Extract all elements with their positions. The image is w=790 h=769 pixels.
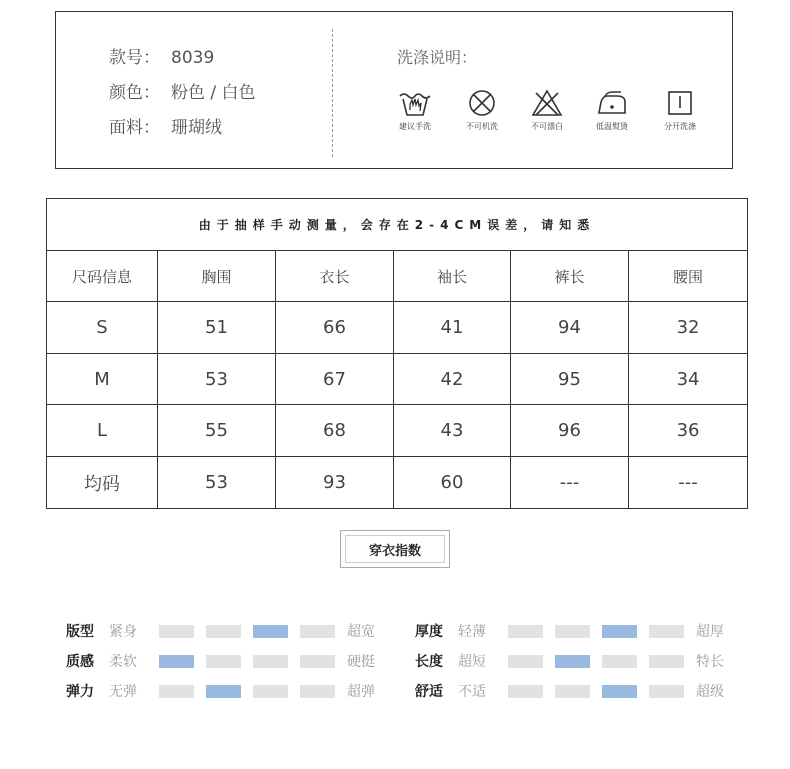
fit-row-length: [415, 650, 724, 672]
color-label: 颜色：: [109, 83, 160, 103]
table-cell: 60: [394, 457, 511, 509]
fit-low-label: 柔软: [109, 654, 137, 670]
fit-low-label: 轻薄: [458, 624, 486, 640]
table-cell: ---: [629, 457, 748, 509]
fit-segment: [602, 685, 637, 698]
no-bleach-icon: [531, 88, 563, 118]
fit-row-thickness: [415, 620, 724, 642]
fit-segment: [206, 685, 241, 698]
table-cell: 32: [629, 302, 748, 354]
fit-row-texture: [66, 650, 375, 672]
table-row: [47, 405, 748, 457]
washing-title: 洗涤说明：: [397, 48, 478, 67]
table-cell: 53: [158, 457, 276, 509]
wear-index-badge: [340, 530, 450, 568]
header-size-info: 尺码信息: [47, 251, 158, 302]
wash-item-separate: [649, 88, 711, 132]
fit-segment: [508, 685, 543, 698]
fit-high-label: 特长: [696, 654, 724, 670]
fit-row-version: [66, 620, 375, 642]
wash-item-hand: [384, 88, 446, 132]
product-info-box: [55, 11, 733, 169]
fit-name: 舒适: [415, 684, 443, 700]
color-value: 粉色 / 白色: [171, 83, 256, 103]
table-cell: 66: [276, 302, 394, 354]
table-row: [47, 457, 748, 509]
fit-segment: [253, 655, 288, 668]
fit-row-elasticity: [66, 680, 375, 702]
table-cell: 55: [158, 405, 276, 457]
size-cell: L: [47, 405, 158, 457]
size-cell: 均码: [47, 457, 158, 509]
fit-segment: [206, 625, 241, 638]
wash-item-bleach: [516, 88, 578, 132]
fit-name: 版型: [66, 624, 94, 640]
hand-wash-icon: [397, 88, 433, 118]
style-number-value: 8039: [171, 48, 215, 68]
fit-high-label: 硬挺: [347, 654, 375, 670]
fit-segment: [602, 625, 637, 638]
size-table: [46, 198, 748, 509]
wear-index-label: 穿衣指数: [345, 535, 445, 563]
fit-segment: [555, 685, 590, 698]
fabric-label: 面料：: [109, 118, 160, 138]
wash-label-iron: 低温熨烫: [596, 122, 628, 131]
table-cell: 42: [394, 354, 511, 405]
fit-high-label: 超弹: [347, 684, 375, 700]
fit-segment: [159, 655, 194, 668]
header-waist: 腰围: [629, 251, 748, 302]
fit-name: 弹力: [66, 684, 94, 700]
fit-low-label: 无弹: [109, 684, 137, 700]
no-machine-wash-icon: [467, 88, 497, 118]
fit-index-left: [66, 620, 375, 702]
low-iron-icon: [595, 88, 629, 118]
fit-segment: [602, 655, 637, 668]
fit-high-label: 超宽: [347, 624, 375, 640]
table-cell: 43: [394, 405, 511, 457]
header-bust: 胸围: [158, 251, 276, 302]
table-cell: 94: [511, 302, 629, 354]
fit-high-label: 超厚: [696, 624, 724, 640]
fit-name: 厚度: [415, 624, 443, 640]
fit-segment: [159, 685, 194, 698]
fabric-row: [109, 113, 222, 138]
header-length: 衣长: [276, 251, 394, 302]
table-cell: ---: [511, 457, 629, 509]
style-number-row: [109, 43, 214, 68]
fit-segment: [253, 625, 288, 638]
fit-segment: [159, 625, 194, 638]
color-row: [109, 78, 256, 103]
table-row: [47, 354, 748, 405]
table-cell: 96: [511, 405, 629, 457]
fit-low-label: 紧身: [109, 624, 137, 640]
wash-label-bleach: 不可漂白: [531, 122, 563, 131]
table-cell: 41: [394, 302, 511, 354]
fit-row-comfort: [415, 680, 724, 702]
separate-wash-icon: [665, 88, 695, 118]
fit-segment: [649, 625, 684, 638]
header-sleeve: 袖长: [394, 251, 511, 302]
table-cell: 36: [629, 405, 748, 457]
table-cell: 34: [629, 354, 748, 405]
fit-segment: [300, 685, 335, 698]
fit-segment: [206, 655, 241, 668]
fit-segment: [555, 625, 590, 638]
wash-item-machine: [451, 88, 513, 132]
size-note: 由于抽样手动测量，会存在2-4CM误差，请知悉: [47, 199, 748, 251]
table-cell: 95: [511, 354, 629, 405]
table-cell: 67: [276, 354, 394, 405]
size-cell: S: [47, 302, 158, 354]
fit-segment: [555, 655, 590, 668]
table-cell: 53: [158, 354, 276, 405]
table-row: [47, 302, 748, 354]
fit-segment: [253, 685, 288, 698]
wash-label-machine: 不可机洗: [466, 122, 498, 131]
info-divider: [332, 29, 333, 157]
fit-name: 质感: [66, 654, 94, 670]
fit-segment: [649, 685, 684, 698]
fit-low-label: 不适: [458, 684, 486, 700]
wash-label-separate: 分开洗涤: [664, 122, 696, 131]
style-number-label: 款号：: [109, 48, 160, 68]
fit-segment: [508, 655, 543, 668]
fit-segment: [649, 655, 684, 668]
fit-index-right: [415, 620, 724, 702]
header-pants-length: 裤长: [511, 251, 629, 302]
fit-segment: [300, 625, 335, 638]
wash-item-iron: [581, 88, 643, 132]
fit-segment: [300, 655, 335, 668]
size-note-row: [47, 199, 748, 251]
fit-high-label: 超级: [696, 684, 724, 700]
fabric-value: 珊瑚绒: [171, 118, 222, 138]
fit-low-label: 超短: [458, 654, 486, 670]
size-cell: M: [47, 354, 158, 405]
table-cell: 68: [276, 405, 394, 457]
wash-label-hand: 建议手洗: [399, 122, 431, 131]
fit-name: 长度: [415, 654, 443, 670]
fit-segment: [508, 625, 543, 638]
table-cell: 51: [158, 302, 276, 354]
size-header-row: [47, 251, 748, 302]
table-cell: 93: [276, 457, 394, 509]
